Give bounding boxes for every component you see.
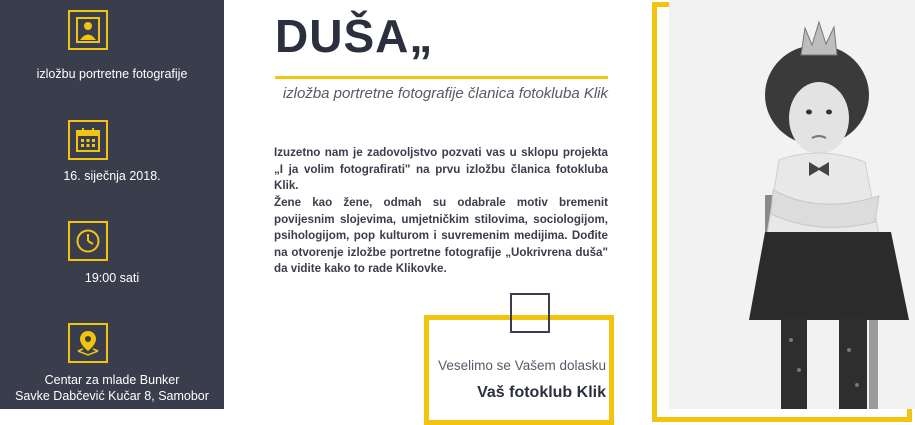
greeting-text: Veselimo se Vašem dolasku	[438, 358, 606, 373]
portrait-photo	[669, 0, 915, 409]
page-title: DUŠA„	[275, 10, 434, 62]
location-pin-icon	[68, 323, 108, 363]
sidebar-item-label: Savke Dabčević Kučar 8, Samobor	[15, 389, 209, 403]
sidebar-item-label: izložbu portretne fotografije	[36, 67, 188, 81]
sidebar	[0, 0, 224, 409]
portrait-icon	[68, 10, 108, 50]
decorative-square-dark	[510, 293, 550, 333]
invitation-paragraph: Izuzetno nam je zadovoljstvo pozvati vas u sklopu projekta „I ja volim fotografirati" na prvu izložbu članica fotokluba Klik.	[274, 146, 608, 192]
sidebar-item-label: Centar za mlade Bunker	[44, 373, 180, 387]
description-paragraph: Žene kao žene, odmah su odabrale motiv bremenit povijesnim slojevima, umjetničkim stilovima, sociologijom, psihologijom, pop kulturom i suvremenim medijima. Dođite na otvorenje izložbe portretne fotografije „Uokrivrena duša" da vidite kako to rade Klikovke.	[274, 196, 608, 275]
subtitle: izložba portretne fotografije članica fotokluba Klik	[282, 85, 608, 102]
title-divider	[275, 76, 608, 79]
sidebar-item-label: 16. siječnja 2018.	[63, 169, 161, 183]
clock-icon	[68, 221, 108, 261]
signature-text: Vaš fotoklub Klik	[477, 384, 606, 401]
sidebar-item-label: 19:00 sati	[84, 271, 140, 285]
calendar-icon	[68, 120, 108, 160]
